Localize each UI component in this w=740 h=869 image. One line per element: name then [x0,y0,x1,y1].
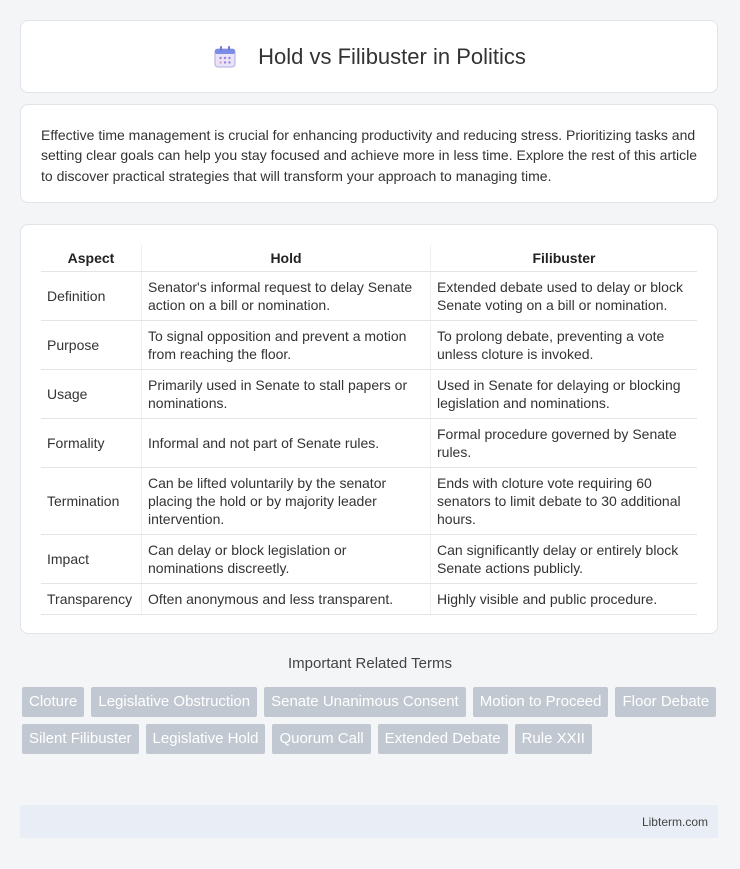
related-term-tag[interactable]: Legislative Hold [146,724,266,754]
row-hold: Senator's informal request to delay Senate action on a bill or nomination. [142,272,431,321]
row-aspect: Formality [41,419,142,468]
related-term-tag[interactable]: Silent Filibuster [22,724,139,754]
table-row [41,468,697,535]
row-filibuster: To prolong debate, preventing a vote unless cloture is invoked. [431,321,698,370]
row-aspect: Transparency [41,584,142,615]
row-filibuster: Extended debate used to delay or block Senate voting on a bill or nomination. [431,272,698,321]
table-header-row [41,245,697,272]
row-aspect: Usage [41,370,142,419]
row-filibuster: Highly visible and public procedure. [431,584,698,615]
row-hold: To signal opposition and prevent a motion from reaching the floor. [142,321,431,370]
table-row [41,535,697,584]
related-term-tag[interactable]: Floor Debate [615,687,716,717]
column-header-filibuster: Filibuster [431,245,698,272]
table-row [41,272,697,321]
footer [20,805,718,838]
related-terms-heading: Important Related Terms [288,655,452,672]
calendar-icon [212,44,238,70]
table-row [41,419,697,468]
related-term-tag[interactable]: Legislative Obstruction [91,687,257,717]
row-hold: Primarily used in Senate to stall papers or nominations. [142,370,431,419]
column-header-hold: Hold [142,245,431,272]
related-terms-list [22,687,722,754]
row-aspect: Definition [41,272,142,321]
related-term-tag[interactable]: Cloture [22,687,84,717]
table-row [41,321,697,370]
column-header-aspect: Aspect [41,245,142,272]
comparison-table [41,245,697,615]
table-row [41,370,697,419]
title-card [20,20,718,93]
row-hold: Can delay or block legislation or nominations discreetly. [142,535,431,584]
row-filibuster: Formal procedure governed by Senate rules. [431,419,698,468]
row-hold: Can be lifted voluntarily by the senator placing the hold or by majority leader intervention. [142,468,431,535]
related-term-tag[interactable]: Rule XXII [515,724,592,754]
row-aspect: Termination [41,468,142,535]
row-hold: Often anonymous and less transparent. [142,584,431,615]
footer-site-link[interactable]: Libterm.com [641,814,708,829]
row-aspect: Impact [41,535,142,584]
row-hold: Informal and not part of Senate rules. [142,419,431,468]
related-term-tag[interactable]: Extended Debate [378,724,508,754]
related-term-tag[interactable]: Senate Unanimous Consent [264,687,466,717]
row-aspect: Purpose [41,321,142,370]
row-filibuster: Can significantly delay or entirely block Senate actions publicly. [431,535,698,584]
row-filibuster: Used in Senate for delaying or blocking legislation and nominations. [431,370,698,419]
table-row [41,584,697,615]
comparison-card [20,224,718,634]
page-title: Hold vs Filibuster in Politics [258,43,526,69]
related-term-tag[interactable]: Motion to Proceed [473,687,609,717]
row-filibuster: Ends with cloture vote requiring 60 senators to limit debate to 30 additional hours. [431,468,698,535]
related-term-tag[interactable]: Quorum Call [272,724,370,754]
intro-text: Effective time management is crucial for enhancing productivity and reducing stress. Prioritizing tasks and setting clear goals can help you stay focused and achieve more in less time. Explore the rest of this article to discover practical strategies that will transform your approach to managing time. [41,127,698,184]
intro-card [20,104,718,203]
